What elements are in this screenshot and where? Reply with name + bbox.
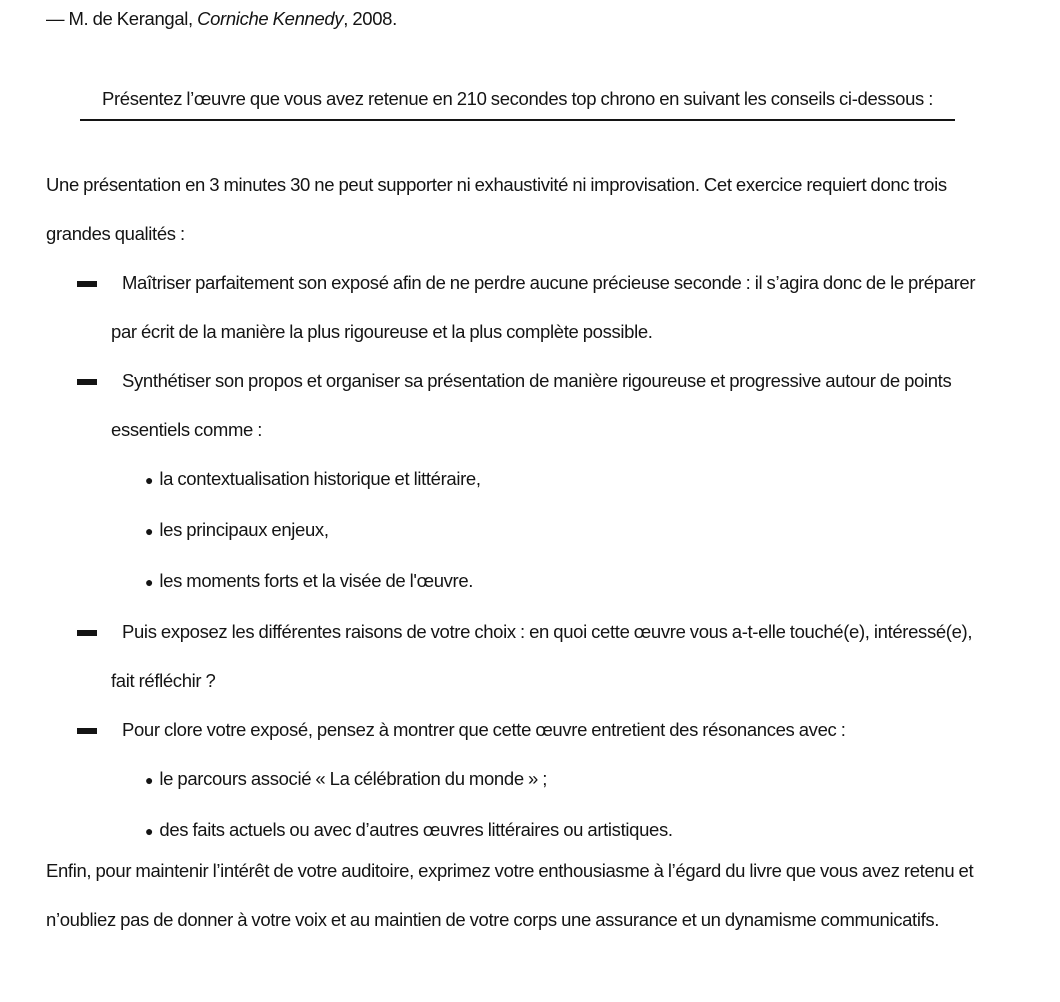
- sub-list-item-text: le parcours associé « La célébration du monde » ;: [159, 768, 548, 789]
- dash-bullet-icon: [77, 281, 97, 287]
- list-item: [46, 705, 976, 754]
- dash-bullet-icon: [77, 379, 97, 385]
- list-item-text: Synthétiser son propos et organiser sa présentation de manière rigoureuse et progressive autour de points essentiels comme :: [111, 370, 952, 440]
- list-item: [46, 258, 976, 356]
- citation-dash: —: [46, 8, 65, 29]
- conclusion-paragraph: Enfin, pour maintenir l’intérêt de votre auditoire, exprimez votre enthousiasme à l’égard du livre que vous avez retenu et n’oubliez pas de donner à votre voix et au maintien de votre corps une assurance et un dynamisme communicatifs.: [46, 860, 974, 930]
- citation-year: , 2008.: [343, 8, 397, 29]
- sub-list-item-text: les moments forts et la visée de l'œuvre.: [159, 570, 474, 591]
- sub-list-item: [46, 556, 976, 607]
- list-item-text: Maîtriser parfaitement son exposé afin de ne perdre aucune précieuse seconde : il s’agira donc de le préparer par écrit de la manière la plus rigoureuse et la plus complète possible.: [111, 272, 976, 342]
- dash-bullet-icon: [77, 728, 97, 734]
- sub-list-item: [46, 505, 976, 556]
- advice-list: [46, 258, 976, 856]
- intro-paragraph: Une présentation en 3 minutes 30 ne peut supporter ni exhaustivité ni improvisation. Cet exercice requiert donc trois grandes qualités :: [46, 174, 947, 244]
- dot-bullet-icon: ●: [145, 574, 154, 590]
- citation-author: M. de Kerangal,: [68, 8, 193, 29]
- sub-list-item: [46, 754, 976, 805]
- list-item-text: Pour clore votre exposé, pensez à montrer que cette œuvre entretient des résonances avec :: [122, 719, 846, 740]
- list-item: [46, 356, 976, 454]
- list-item: [46, 607, 976, 705]
- sub-list-item-text: la contextualisation historique et littéraire,: [159, 468, 481, 489]
- dash-bullet-icon: [77, 630, 97, 636]
- dot-bullet-icon: ●: [145, 523, 154, 539]
- citation: [46, 6, 397, 32]
- dot-bullet-icon: ●: [145, 772, 154, 788]
- sub-list-item-text: des faits actuels ou avec d’autres œuvres littéraires ou artistiques.: [159, 819, 673, 840]
- dot-bullet-icon: ●: [145, 823, 154, 839]
- citation-title: Corniche Kennedy: [197, 8, 344, 29]
- sub-list-item: [46, 454, 976, 505]
- list-item-text: Puis exposez les différentes raisons de votre choix : en quoi cette œuvre vous a-t-elle touché(e), intéressé(e), fait réfléchir ?: [111, 621, 973, 691]
- dot-bullet-icon: ●: [145, 472, 154, 488]
- instruction-heading: Présentez l’œuvre que vous avez retenue en 210 secondes top chrono en suivant les conseils ci-dessous :: [80, 86, 955, 121]
- sub-list-item-text: les principaux enjeux,: [159, 519, 329, 540]
